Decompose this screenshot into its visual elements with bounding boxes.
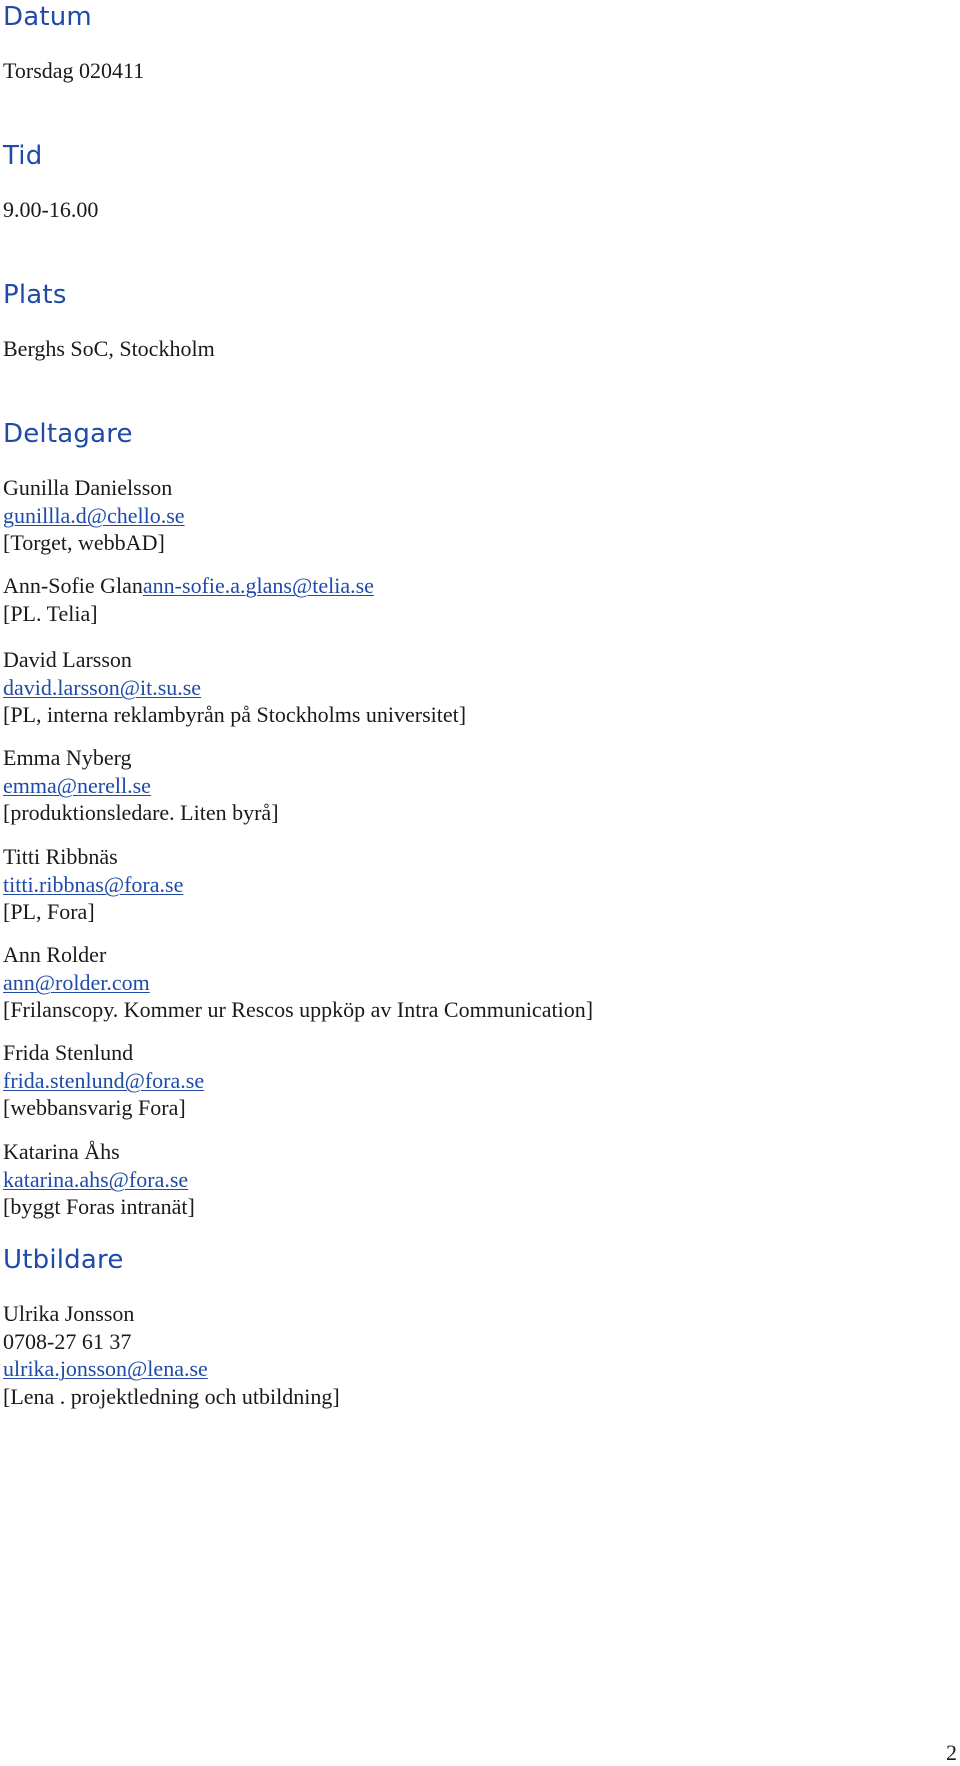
- page-number: 2: [946, 1740, 957, 1765]
- participant-gunilla-danielsson: [3, 474, 185, 557]
- participant-role: [byggt Foras intranät]: [3, 1194, 195, 1220]
- participant-name: Katarina Åhs: [3, 1139, 120, 1164]
- participant-name: Ann-Sofie Glan: [3, 573, 143, 598]
- plats-heading: Plats: [3, 280, 67, 310]
- participant-role: [PL, Fora]: [3, 899, 95, 925]
- participant-frida-stenlund: [3, 1039, 204, 1122]
- participant-email-link[interactable]: david.larsson@it.su.se: [3, 674, 202, 700]
- participant-email-link[interactable]: ann@rolder.com: [3, 969, 150, 995]
- deltagare-heading: Deltagare: [3, 419, 133, 449]
- participant-name: Ann Rolder: [3, 942, 107, 967]
- participant-david-larsson: [3, 646, 466, 729]
- participant-email-link[interactable]: frida.stenlund@fora.se: [3, 1067, 205, 1093]
- trainer-phone: 0708-27 61 37: [3, 1328, 132, 1354]
- trainer-name: Ulrika Jonsson: [3, 1301, 135, 1326]
- participant-email-link[interactable]: titti.ribbnas@fora.se: [3, 871, 184, 897]
- participant-role: [Torget, webbAD]: [3, 530, 165, 556]
- participant-katarina-ahs: [3, 1138, 195, 1221]
- participant-email-link[interactable]: emma@nerell.se: [3, 772, 151, 798]
- participant-role: [webbansvarig Fora]: [3, 1095, 186, 1121]
- participant-titti-ribbnas: [3, 843, 183, 926]
- tid-value: 9.00-16.00: [3, 197, 99, 222]
- utbildare-heading: Utbildare: [3, 1245, 124, 1275]
- datum-heading: Datum: [3, 2, 92, 32]
- participant-name: Gunilla Danielsson: [3, 475, 173, 500]
- participant-role: [PL, interna reklambyrån på Stockholms universitet]: [3, 702, 467, 728]
- participant-emma-nyberg: [3, 744, 279, 827]
- participant-name: David Larsson: [3, 647, 132, 672]
- trainer-email-link[interactable]: ulrika.jonsson@lena.se: [3, 1356, 208, 1382]
- plats-value: Berghs SoC, Stockholm: [3, 336, 215, 361]
- participant-ann-sofie-glan: [3, 572, 374, 627]
- participant-email-link[interactable]: ann-sofie.a.glans@telia.se: [142, 573, 374, 598]
- participant-email-link[interactable]: gunillla.d@chello.se: [3, 502, 185, 528]
- datum-value: Torsdag 020411: [3, 58, 145, 83]
- participant-name: Titti Ribbnäs: [3, 844, 118, 869]
- participant-role: [Frilanscopy. Kommer ur Rescos uppköp av Intra Communication]: [3, 997, 594, 1023]
- participant-ann-rolder: [3, 941, 593, 1024]
- tid-heading: Tid: [3, 141, 43, 171]
- participant-email-link[interactable]: katarina.ahs@fora.se: [3, 1166, 189, 1192]
- trainer-role: [Lena . projektledning och utbildning]: [3, 1384, 340, 1410]
- participant-role: [PL. Telia]: [3, 600, 98, 626]
- trainer-ulrika-jonsson: [3, 1300, 340, 1411]
- participant-role: [produktionsledare. Liten byrå]: [3, 800, 279, 826]
- participant-name: Emma Nyberg: [3, 745, 132, 770]
- participant-name: Frida Stenlund: [3, 1040, 134, 1065]
